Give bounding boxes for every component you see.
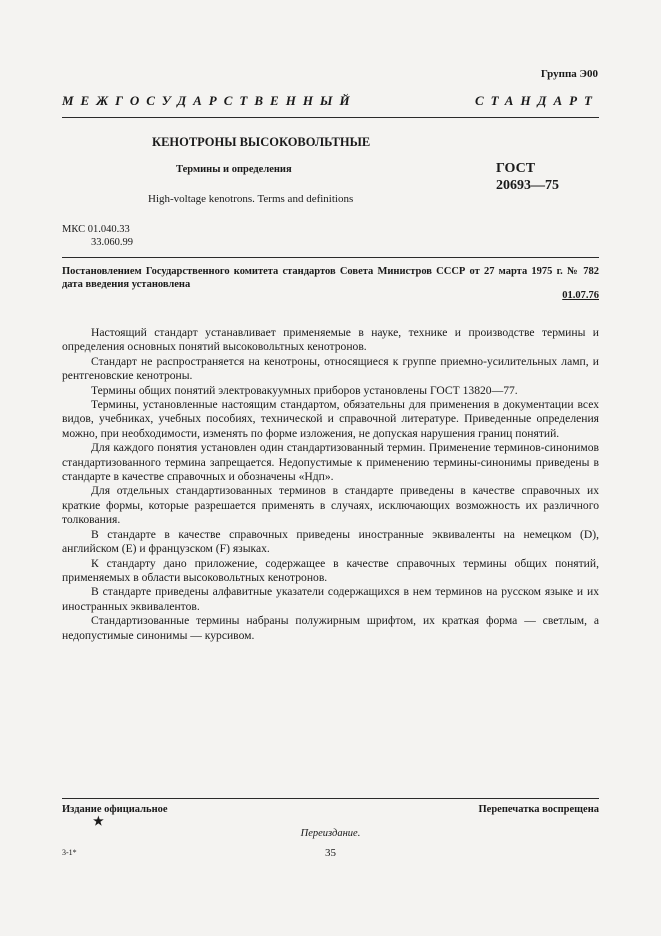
paragraph: Для отдельных стандартизованных терминов в стандарте приведены в качестве справочных их краткие формы, которые разрешается применять в случаях, исключающих возможность их различного толкования. [62,484,599,527]
paragraph: Для каждого понятия установлен один стандартизованный термин. Применение терминов-синонимов стандартизованного термина запрещается. Недопустимые к применению термины-синонимы приведены в стандарте в качестве справочных и обозначены «Ндп». [62,441,599,484]
decree-text: Постановлением Государственного комитета стандартов Совета Министров СССР от 27 марта 1975 г. № 782 дата введения установлена [62,266,599,290]
decree-top-rule [62,257,599,258]
document-subtitle: Термины и определения [176,164,292,175]
header-rule [62,117,599,118]
paragraph: Настоящий стандарт устанавливает применяемые в науке, технике и производстве термины и определения основных понятий высоковольтных кенотронов. [62,326,599,354]
mks-line-2: 33.060.99 [91,237,133,248]
footer-rule [62,798,599,799]
mks-classification [62,223,133,249]
folio-mark: 3-1* [62,848,77,857]
paragraph: В стандарте приведены алфавитные указатели содержащихся в нем терминов на русском языке и их иностранных эквивалентов. [62,585,599,613]
body-text [62,326,599,643]
mks-line-1: МКС 01.040.33 [62,224,130,235]
english-title: High-voltage kenotrons. Terms and definitions [148,193,354,205]
effective-date: 01.07.76 [562,290,599,301]
paragraph: В стандарте в качестве справочных приведены иностранные эквиваленты на немецком (D), английском (E) и французском (F) языках. [62,527,599,556]
document-title: КЕНОТРОНЫ ВЫСОКОВОЛЬТНЫЕ [152,135,371,149]
standard-type-heading: МЕЖГОСУДАРСТВЕННЫЙ СТАНДАРТ [62,93,599,108]
star-icon: ★ [93,814,104,828]
reprint-note: Перепечатка воспрещена [478,804,599,815]
group-code: Группа Э00 [540,68,598,80]
edition-note: Издание официальное [62,804,168,815]
reissue-note: Переиздание. [300,828,361,839]
gost-number: 20693—75 [496,178,559,193]
paragraph: Термины общих понятий электровакуумных приборов установлены ГОСТ 13820—77. [91,383,518,397]
gost-label: ГОСТ [496,161,536,176]
paragraph: Стандарт не распространяется на кенотроны, относящиеся к группе приемно-усилительных ламп, и рентгеновские кенотроны. [62,354,599,383]
gost-designation [496,160,559,194]
page-number: 35 [325,847,336,859]
paragraph: Стандартизованные термины набраны полужирным шрифтом, их краткая форма — светлым, а недопустимые синонимы — курсивом. [62,614,599,642]
paragraph: К стандарту дано приложение, содержащее в качестве справочных термины общих понятий, применяемых в области высоковольтных кенотронов. [62,556,599,584]
paragraph: Термины, установленные настоящим стандартом, обязательны для применения в документации всех видов, учебниках, учебных пособиях, технической и справочной литературе. Приведенные определения можно, при необходимости, изменять по форме изложения, не допуская нарушения границ понятий. [62,398,599,440]
